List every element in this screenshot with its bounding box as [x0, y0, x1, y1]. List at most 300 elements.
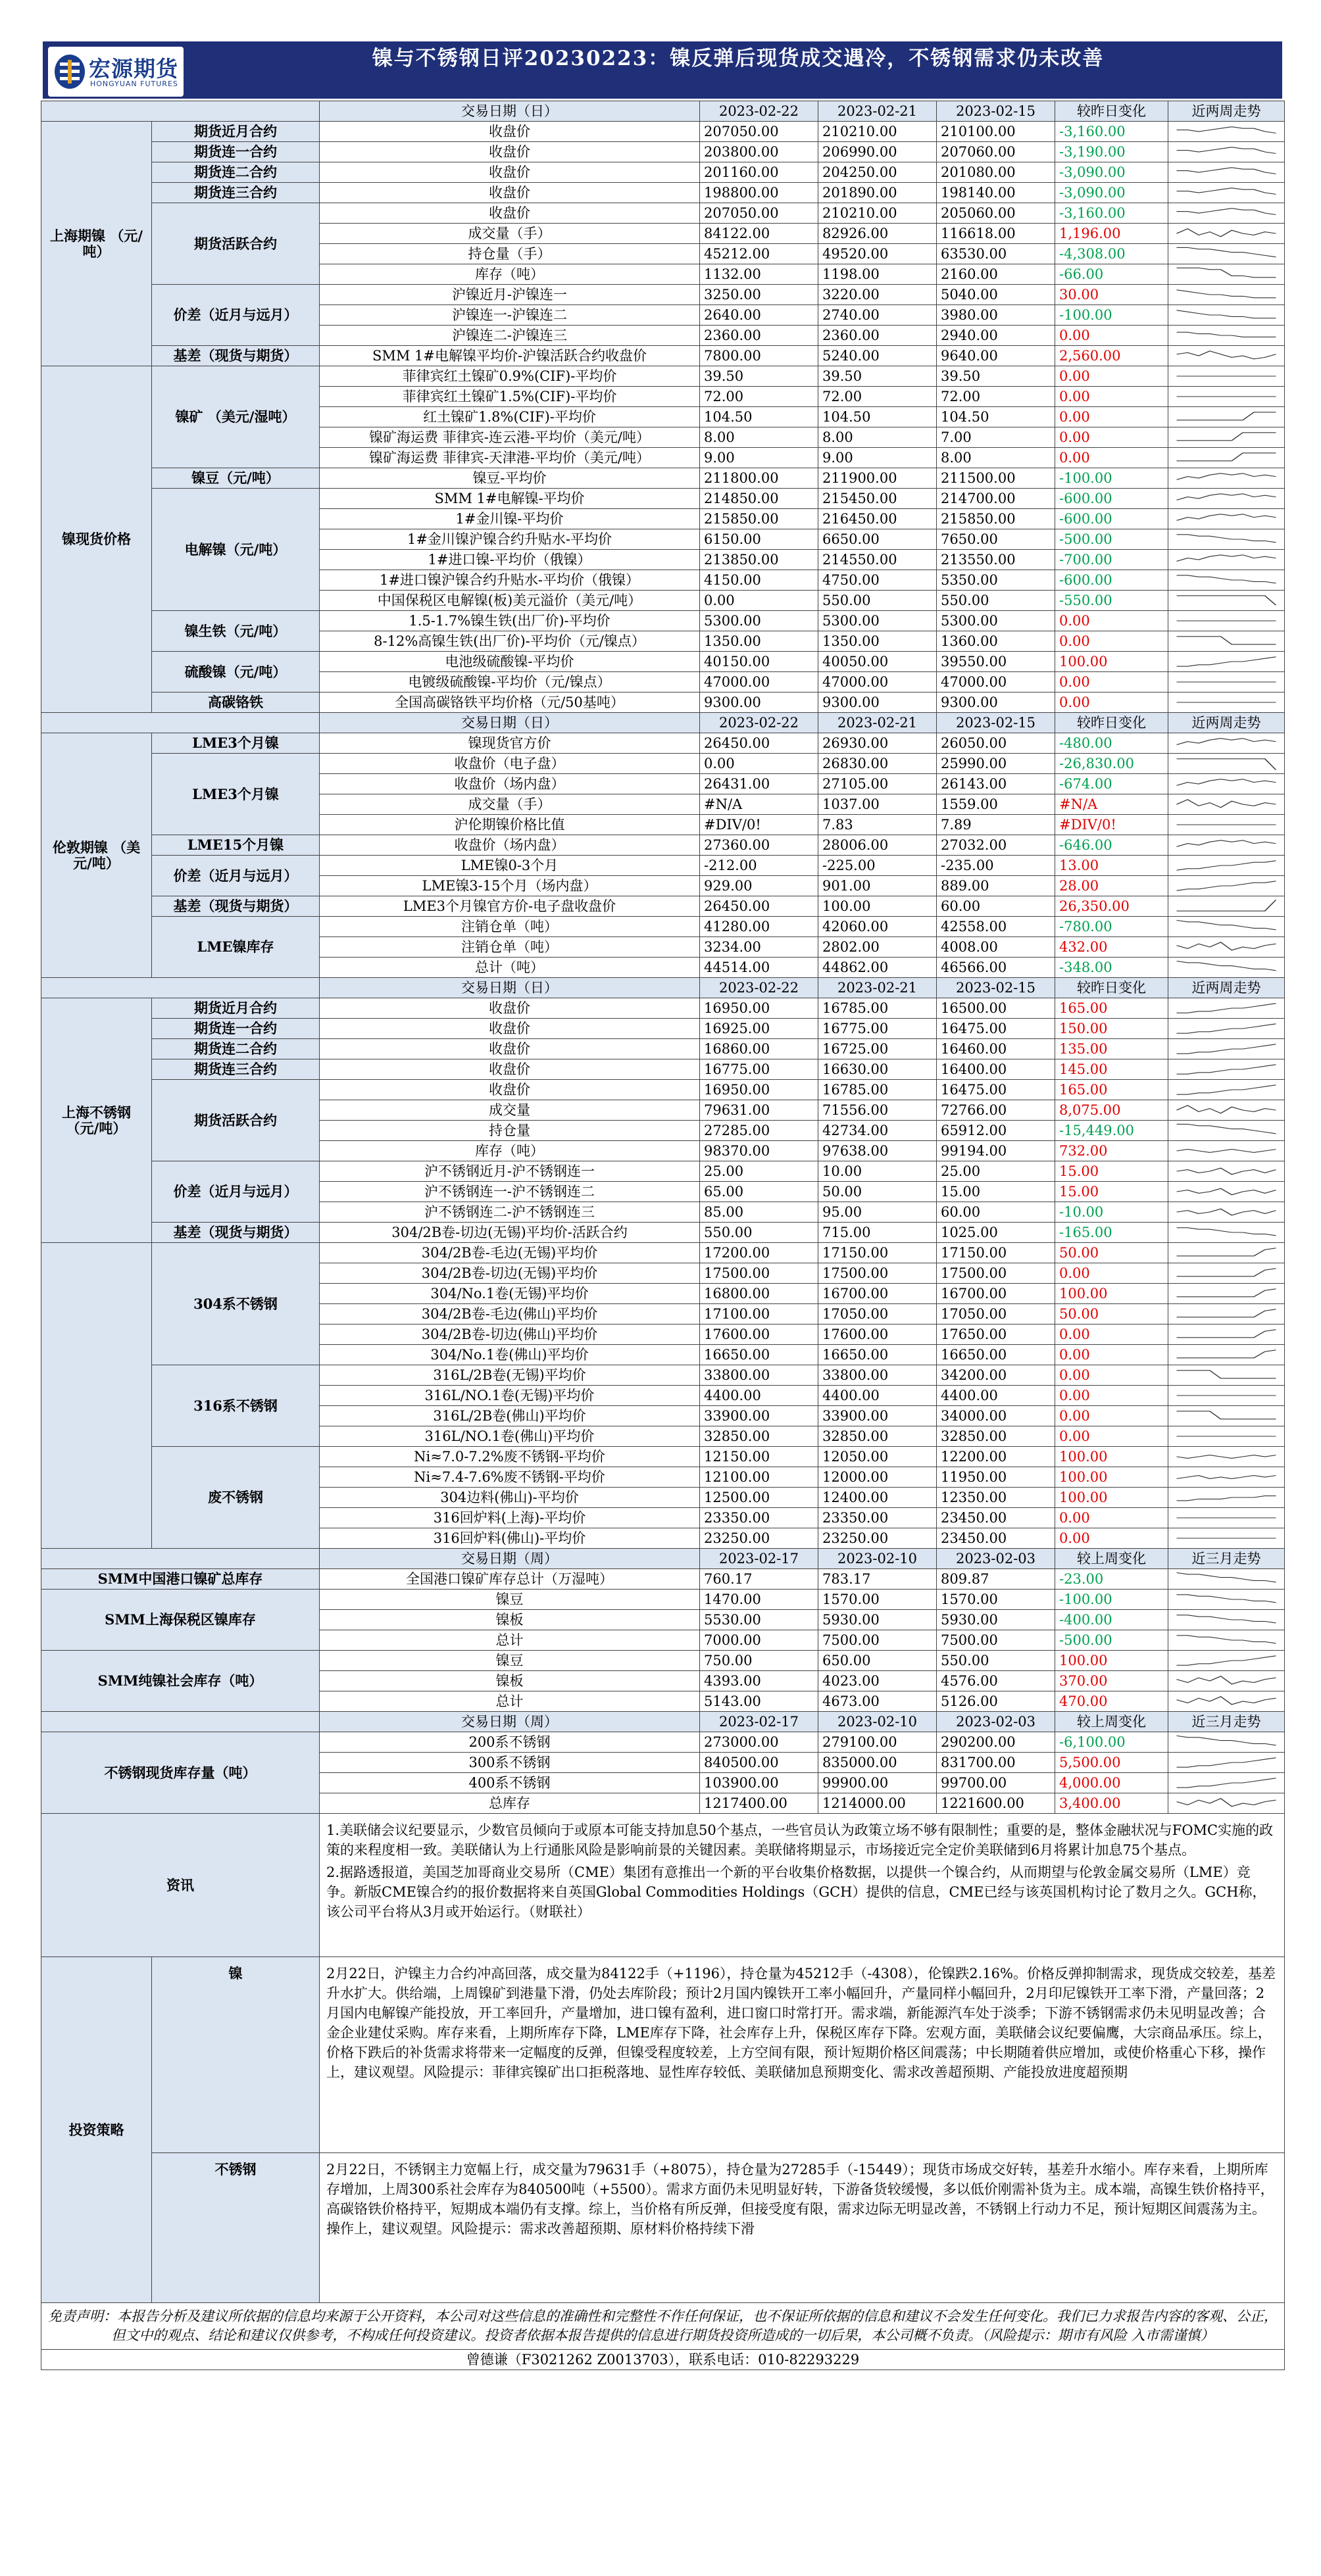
trend-sparkline [1168, 815, 1285, 835]
header-change: 较昨日变化 [1055, 978, 1168, 998]
sparkline-chart [1172, 836, 1280, 854]
item-label: 304/2B卷-切边(无锡)平均价-活跃合约 [320, 1223, 700, 1243]
value-2: 4673.00 [818, 1691, 937, 1712]
change-value: 0.00 [1055, 611, 1168, 631]
item-label: 注销仓单（吨） [320, 917, 700, 937]
subgroup-label: 价差（近月与远月） [152, 285, 320, 346]
sparkline-line [1177, 1248, 1276, 1256]
value-2: 47000.00 [818, 672, 937, 693]
item-label: 沪不锈钢连二-沪不锈钢连三 [320, 1202, 700, 1223]
header-date-1: 2023-02-22 [700, 713, 818, 733]
change-value: 100.00 [1055, 1651, 1168, 1671]
subgroup-label: 不锈钢现货库存量（吨） [41, 1732, 320, 1814]
subgroup-label: 期货连二合约 [152, 1039, 320, 1059]
value-1: #DIV/0! [700, 815, 818, 835]
value-1: 17100.00 [700, 1304, 818, 1324]
item-label: 沪不锈钢连一-沪不锈钢连二 [320, 1182, 700, 1202]
header-blank [41, 713, 320, 733]
sparkline-line [1177, 657, 1276, 666]
change-value: -6,100.00 [1055, 1732, 1168, 1753]
value-3: 99700.00 [937, 1773, 1055, 1793]
item-label: 316L/2B卷(佛山)平均价 [320, 1406, 700, 1426]
sparkline-chart [1172, 122, 1280, 141]
value-1: 16925.00 [700, 1019, 818, 1039]
change-value: -400.00 [1055, 1610, 1168, 1630]
value-1: 211800.00 [700, 468, 818, 489]
table-row [41, 835, 1285, 856]
sparkline-chart [1172, 1590, 1280, 1609]
sparkline-chart [1172, 550, 1280, 569]
change-value: 0.00 [1055, 672, 1168, 693]
trend-sparkline [1168, 305, 1285, 326]
item-label: 全国高碳铬铁平均价格（元/50基吨） [320, 693, 700, 713]
value-1: 98370.00 [700, 1141, 818, 1161]
sparkline-chart [1172, 1305, 1280, 1323]
value-3: 7.00 [937, 427, 1055, 448]
value-3: -235.00 [937, 856, 1055, 876]
value-2: 9300.00 [818, 693, 937, 713]
change-value: 432.00 [1055, 937, 1168, 958]
sparkline-line [1177, 247, 1276, 256]
sparkline-chart [1172, 367, 1280, 385]
value-1: 26431.00 [700, 774, 818, 794]
change-value: -550.00 [1055, 591, 1168, 611]
value-1: 17200.00 [700, 1243, 818, 1263]
item-label: LME镍3-15个月（场内盘） [320, 876, 700, 896]
value-2: 16785.00 [818, 1080, 937, 1100]
item-label: SMM 1#电解镍平均价-沪镍活跃合约收盘价 [320, 346, 700, 366]
sparkline-chart [1172, 877, 1280, 895]
header-change: 较昨日变化 [1055, 101, 1168, 122]
value-2: 26830.00 [818, 754, 937, 774]
value-1: 9300.00 [700, 693, 818, 713]
sparkline-chart [1172, 1468, 1280, 1486]
trend-sparkline [1168, 224, 1285, 244]
value-1: 39.50 [700, 366, 818, 387]
item-label: 收盘价（场内盘） [320, 774, 700, 794]
value-1: 40150.00 [700, 652, 818, 672]
trend-sparkline [1168, 1365, 1285, 1386]
change-value: -26,830.00 [1055, 754, 1168, 774]
sparkline-chart [1172, 1060, 1280, 1079]
item-label: 沪不锈钢近月-沪不锈钢连一 [320, 1161, 700, 1182]
subgroup-label: LME3个月镍 [152, 754, 320, 835]
header-trend: 近两周走势 [1168, 101, 1285, 122]
item-label: 收盘价（场内盘） [320, 835, 700, 856]
trend-sparkline [1168, 1304, 1285, 1324]
value-1: 12150.00 [700, 1447, 818, 1467]
sparkline-line [1177, 1656, 1276, 1665]
header-trend: 近三月走势 [1168, 1712, 1285, 1732]
change-value: 15.00 [1055, 1161, 1168, 1182]
header-date-1: 2023-02-17 [700, 1712, 818, 1732]
subgroup-label: LME镍库存 [152, 917, 320, 978]
table-row [41, 1651, 1285, 1671]
sparkline-line [1177, 453, 1276, 461]
table-row [41, 652, 1285, 672]
change-value: -600.00 [1055, 570, 1168, 591]
strategy-stainless-label: 不锈钢 [152, 2153, 320, 2303]
header-blank [41, 1712, 320, 1732]
table-row [41, 122, 1285, 142]
subgroup-label: 期货活跃合约 [152, 203, 320, 285]
trend-sparkline [1168, 1508, 1285, 1528]
trend-sparkline [1168, 244, 1285, 264]
sparkline-line [1177, 1676, 1276, 1684]
item-label: 收盘价 [320, 203, 700, 224]
value-1: 26450.00 [700, 733, 818, 754]
value-2: 210210.00 [818, 122, 937, 142]
value-2: 16775.00 [818, 1019, 937, 1039]
strategy-row-stainless [41, 2153, 1285, 2303]
trend-sparkline [1168, 1182, 1285, 1202]
change-value: 0.00 [1055, 1426, 1168, 1447]
value-1: 3250.00 [700, 285, 818, 305]
trend-sparkline [1168, 1630, 1285, 1651]
table-row [41, 693, 1285, 713]
item-label: 1#进口镍-平均价（俄镍） [320, 550, 700, 570]
item-label: 镍矿海运费 菲律宾-天津港-平均价（美元/吨） [320, 448, 700, 468]
value-2: 16650.00 [818, 1345, 937, 1365]
value-3: 550.00 [937, 591, 1055, 611]
trend-sparkline [1168, 1223, 1285, 1243]
value-2: 550.00 [818, 591, 937, 611]
value-3: 23450.00 [937, 1528, 1055, 1549]
header-trend: 近三月走势 [1168, 1549, 1285, 1569]
item-label: 持仓量 [320, 1121, 700, 1141]
table-row [41, 917, 1285, 937]
news-label: 资讯 [41, 1814, 320, 1957]
value-3: 1570.00 [937, 1590, 1055, 1610]
value-3: 5930.00 [937, 1610, 1055, 1630]
item-label: 全国港口镍矿库存总计（万湿吨） [320, 1569, 700, 1590]
sparkline-line [1177, 800, 1276, 808]
value-3: 60.00 [937, 1202, 1055, 1223]
item-label: 1.5-1.7%镍生铁(出厂价)-平均价 [320, 611, 700, 631]
value-1: 4150.00 [700, 570, 818, 591]
strategy-stainless-text: 2月22日，不锈钢主力宽幅上行，成交量为79631手（+8075），持仓量为27285手（-15449）；现货市场成交好转，基差升水缩小。库存来看，上期所库存增加，上周300系社会库存为840500吨（+5500）。需求方面仍未见明显好转，下游备货较缓慢，多以低价刚需补货为主。成本端，高镍生铁价格持平，高碳铬铁价格持平，短期成本端仍有支撑。综上，当价格有所反弹，但接受度有限，需求边际无明显改善，不锈钢上行动力不足，预计短期区间震荡为主。操作上，建议观望。风险提示：需求改善超预期、原材料价格持续下滑 [320, 2153, 1285, 2303]
item-label: 400系不锈钢 [320, 1773, 700, 1793]
trend-sparkline [1168, 937, 1285, 958]
change-value: -500.00 [1055, 1630, 1168, 1651]
subgroup-label: 期货连一合约 [152, 142, 320, 162]
trend-sparkline [1168, 1100, 1285, 1121]
value-3: 116618.00 [937, 224, 1055, 244]
item-label: 304边料(佛山)-平均价 [320, 1488, 700, 1508]
change-value: 4,000.00 [1055, 1773, 1168, 1793]
value-1: 17600.00 [700, 1324, 818, 1345]
trend-sparkline [1168, 856, 1285, 876]
value-3: 12200.00 [937, 1447, 1055, 1467]
value-2: 28006.00 [818, 835, 937, 856]
value-1: 33900.00 [700, 1406, 818, 1426]
subgroup-label: SMM纯镍社会库存（吨） [41, 1651, 320, 1712]
item-label: 200系不锈钢 [320, 1732, 700, 1753]
item-label: 收盘价 [320, 998, 700, 1019]
item-label: 304/2B卷-切边(佛山)平均价 [320, 1324, 700, 1345]
value-3: 16460.00 [937, 1039, 1055, 1059]
header-date-3: 2023-02-15 [937, 713, 1055, 733]
subgroup-label: SMM中国港口镍矿总库存 [41, 1569, 320, 1590]
value-1: 103900.00 [700, 1773, 818, 1793]
sparkline-chart [1172, 1753, 1280, 1772]
sparkline-line [1177, 1371, 1276, 1378]
table-row [41, 754, 1285, 774]
brand-name-en: HONGYUAN FUTURES [90, 80, 178, 88]
trend-sparkline [1168, 122, 1285, 142]
item-label: 总计 [320, 1691, 700, 1712]
sparkline-line [1177, 1150, 1276, 1153]
trend-sparkline [1168, 509, 1285, 529]
sparkline-line [1177, 1188, 1276, 1195]
value-3: 1221600.00 [937, 1793, 1055, 1814]
sparkline-chart [1172, 958, 1280, 977]
value-1: 44514.00 [700, 958, 818, 978]
change-value: 470.00 [1055, 1691, 1168, 1712]
value-2: 7.83 [818, 815, 937, 835]
change-value: -100.00 [1055, 1590, 1168, 1610]
item-label: 菲律宾红土镍矿0.9%(CIF)-平均价 [320, 366, 700, 387]
sparkline-chart [1172, 1223, 1280, 1242]
trend-sparkline [1168, 1059, 1285, 1080]
value-2: 204250.00 [818, 162, 937, 183]
table-header-row [41, 1712, 1285, 1732]
value-2: 211900.00 [818, 468, 937, 489]
trend-sparkline [1168, 366, 1285, 387]
sparkline-chart [1172, 673, 1280, 691]
table-row [41, 733, 1285, 754]
value-2: 715.00 [818, 1223, 937, 1243]
item-label: 收盘价 [320, 1059, 700, 1080]
table-row [41, 1447, 1285, 1467]
value-3: 11950.00 [937, 1467, 1055, 1488]
strategy-nickel-text: 2月22日，沪镍主力合约冲高回落，成交量为84122手（+1196），持仓量为45212手（-4308），伦镍跌2.16%。价格反弹抑制需求，现货成交较差，基差升水扩大。供给端，上周镍矿到港量下滑，仍处去库阶段；预计2月国内镍铁开工率小幅回升，产量同样小幅回升，2月印尼镍铁开工率下滑，产量回落；2月国内电解镍产能投放，开工率回升，产量增加，进口镍有盈利，进口窗口时常打开。需求端，新能源汽车处于淡季；下游不锈钢需求仍未见明显改善；合金企业建仗采购。库存来看，上期所库存下降，LME库存下降，社会库存上升，保税区库存下降。宏观方面，美联储会议纪要偏鹰，大宗商品承压。综上，价格下跌后的补货需求将带来一定幅度的反弹，但镍受程度较差，上方空间有限，预计短期价格区间震荡；中长期随着供应增加，或使价格重心下移，操作上，建议观望。风险提示：菲律宾镍矿出口拒税落地、显性库存较低、美联储加息预期变化、需求改善超预期、产能投放进度超预期 [320, 1957, 1285, 2153]
table-row [41, 1039, 1285, 1059]
item-label: 成交量（手） [320, 224, 700, 244]
strategy-row-nickel [41, 1957, 1285, 2153]
trend-sparkline [1168, 998, 1285, 1019]
value-3: 15.00 [937, 1182, 1055, 1202]
value-2: 32850.00 [818, 1426, 937, 1447]
item-label: 300系不锈钢 [320, 1753, 700, 1773]
sparkline-line [1177, 555, 1276, 562]
value-3: 34000.00 [937, 1406, 1055, 1426]
change-value: 0.00 [1055, 1345, 1168, 1365]
change-value: 0.00 [1055, 366, 1168, 387]
sparkline-chart [1172, 1121, 1280, 1140]
sparkline-chart [1172, 1529, 1280, 1547]
item-label: 收盘价 [320, 1019, 700, 1039]
change-value: #DIV/0! [1055, 815, 1168, 835]
trend-sparkline [1168, 794, 1285, 815]
news-paragraph-2: 2.据路透报道，美国芝加哥商业交易所（CME）集团有意推出一个新的平台收集价格数据，以提供一个镍合约，从而期望与伦敦金属交易所（LME）竞争。新版CME镍合约的报价数据将来自英国Global Commodities Holdings（GCH）提供的信息，CME已经与该英国机构讨论了数月之久。GCH称，该公司平台将从3月或开始运行。（财联社） [326, 1864, 1266, 1920]
value-1: 16775.00 [700, 1059, 818, 1080]
value-2: 4400.00 [818, 1386, 937, 1406]
change-value: 13.00 [1055, 856, 1168, 876]
value-3: 26050.00 [937, 733, 1055, 754]
sparkline-chart [1172, 428, 1280, 447]
sparkline-chart [1172, 449, 1280, 467]
value-3: 72.00 [937, 387, 1055, 407]
value-2: 26930.00 [818, 733, 937, 754]
table-row [41, 1080, 1285, 1100]
value-3: 34200.00 [937, 1365, 1055, 1386]
item-label: 1#金川镍沪镍合约升贴水-平均价 [320, 529, 700, 550]
sparkline-chart [1172, 1447, 1280, 1466]
change-value: 0.00 [1055, 1386, 1168, 1406]
value-1: 750.00 [700, 1651, 818, 1671]
value-2: -225.00 [818, 856, 937, 876]
trend-sparkline [1168, 1610, 1285, 1630]
value-3: 27032.00 [937, 835, 1055, 856]
trend-sparkline [1168, 1141, 1285, 1161]
sparkline-line [1177, 881, 1276, 890]
change-value: 5,500.00 [1055, 1753, 1168, 1773]
sparkline-chart [1172, 1162, 1280, 1180]
change-value: -3,090.00 [1055, 183, 1168, 203]
trend-sparkline [1168, 1793, 1285, 1814]
header-date-1: 2023-02-22 [700, 978, 818, 998]
value-2: 104.50 [818, 407, 937, 427]
value-2: 17150.00 [818, 1243, 937, 1263]
header-change: 较上周变化 [1055, 1712, 1168, 1732]
value-1: -212.00 [700, 856, 818, 876]
value-3: 26143.00 [937, 774, 1055, 794]
value-2: 23250.00 [818, 1528, 937, 1549]
sparkline-chart [1172, 1651, 1280, 1670]
value-2: 17500.00 [818, 1263, 937, 1284]
sparkline-chart [1172, 163, 1280, 182]
sparkline-chart [1172, 530, 1280, 548]
value-2: 2802.00 [818, 937, 937, 958]
table-row [41, 1019, 1285, 1039]
value-3: 2940.00 [937, 326, 1055, 346]
item-label: 316回炉料(上海)-平均价 [320, 1508, 700, 1528]
value-1: 198800.00 [700, 183, 818, 203]
item-label: 收盘价 [320, 122, 700, 142]
item-label: Ni≈7.4-7.6%废不锈钢-平均价 [320, 1467, 700, 1488]
value-3: 9300.00 [937, 693, 1055, 713]
sparkline-line [1177, 433, 1276, 441]
sparkline-line [1177, 1778, 1276, 1787]
value-2: 4750.00 [818, 570, 937, 591]
table-row [41, 489, 1285, 509]
table-row [41, 285, 1285, 305]
value-1: 2360.00 [700, 326, 818, 346]
sparkline-chart [1172, 693, 1280, 712]
value-2: 12050.00 [818, 1447, 937, 1467]
value-3: 205060.00 [937, 203, 1055, 224]
change-value: 0.00 [1055, 387, 1168, 407]
item-label: 沪伦期镍价格比值 [320, 815, 700, 835]
header-blank [41, 101, 320, 122]
item-label: 收盘价 [320, 162, 700, 183]
trend-sparkline [1168, 1426, 1285, 1447]
sparkline-chart [1172, 1081, 1280, 1099]
value-2: 10.00 [818, 1161, 937, 1182]
change-value: 15.00 [1055, 1182, 1168, 1202]
sparkline-line [1177, 188, 1276, 195]
change-value: 0.00 [1055, 407, 1168, 427]
item-label: 304/No.1卷(佛山)平均价 [320, 1345, 700, 1365]
trend-sparkline [1168, 1651, 1285, 1671]
signature-row [41, 2350, 1285, 2370]
value-2: 16700.00 [818, 1284, 937, 1304]
analyst-signature: 曾德谦（F3021262 Z0013703），联系电话：010-82293229 [41, 2350, 1285, 2370]
subgroup-label: 期货连三合约 [152, 1059, 320, 1080]
trend-sparkline [1168, 448, 1285, 468]
value-2: 100.00 [818, 896, 937, 917]
subgroup-label: 期货近月合约 [152, 998, 320, 1019]
sparkline-chart [1172, 815, 1280, 834]
value-3: 2160.00 [937, 264, 1055, 285]
sparkline-line [1177, 147, 1276, 154]
news-paragraph-1: 1.美联储会议纪要显示，少数官员倾向于或原本可能支持加息50个基点，一些官员认为政策立场不够有限制性；重要的是，整体金融状况与FOMC实施的政策的来程度相一致。美联储认为上行通胀风险是影响前景的关键因素。美联储将期显示，市场接近完全定价美联储到6月将累计加息75个基点。 [326, 1822, 1274, 1858]
subgroup-label: 期货连二合约 [152, 162, 320, 183]
sparkline-line [1177, 1758, 1276, 1767]
item-label: LME3个月镍官方价-电子盘收盘价 [320, 896, 700, 917]
value-3: 39550.00 [937, 652, 1055, 672]
trend-sparkline [1168, 1386, 1285, 1406]
trend-sparkline [1168, 1732, 1285, 1753]
sparkline-chart [1172, 1019, 1280, 1038]
value-3: 65912.00 [937, 1121, 1055, 1141]
sparkline-line [1177, 229, 1276, 237]
value-2: 1350.00 [818, 631, 937, 652]
subgroup-label: 基差（现货与期货） [152, 346, 320, 366]
trend-sparkline [1168, 896, 1285, 917]
value-2: 40050.00 [818, 652, 937, 672]
item-label: 镍现货官方价 [320, 733, 700, 754]
trend-sparkline [1168, 1039, 1285, 1059]
trend-sparkline [1168, 285, 1285, 305]
table-row [41, 998, 1285, 1019]
trend-sparkline [1168, 346, 1285, 366]
item-label: 菲律宾红土镍矿1.5%(CIF)-平均价 [320, 387, 700, 407]
table-header-row [41, 978, 1285, 998]
sparkline-line [1177, 920, 1276, 929]
sparkline-chart [1172, 224, 1280, 243]
header-trade-date: 交易日期（周） [320, 1549, 700, 1569]
sparkline-line [1177, 1004, 1276, 1013]
trend-sparkline [1168, 672, 1285, 693]
value-1: 16950.00 [700, 998, 818, 1019]
change-value: 0.00 [1055, 1263, 1168, 1284]
subgroup-label: 期货连三合约 [152, 183, 320, 203]
table-row [41, 1161, 1285, 1182]
trend-sparkline [1168, 142, 1285, 162]
sparkline-chart [1172, 408, 1280, 426]
value-1: 214850.00 [700, 489, 818, 509]
value-2: 835000.00 [818, 1753, 937, 1773]
sparkline-line [1177, 535, 1276, 543]
trend-sparkline [1168, 1345, 1285, 1365]
value-1: 8.00 [700, 427, 818, 448]
sparkline-line [1177, 840, 1276, 847]
sparkline-line [1177, 1168, 1276, 1175]
header-date-1: 2023-02-17 [700, 1549, 818, 1569]
trend-sparkline [1168, 1202, 1285, 1223]
item-label: 成交量（手） [320, 794, 700, 815]
trend-sparkline [1168, 1590, 1285, 1610]
value-2: 650.00 [818, 1651, 937, 1671]
value-3: 3980.00 [937, 305, 1055, 326]
change-value: 0.00 [1055, 1365, 1168, 1386]
value-3: 16475.00 [937, 1019, 1055, 1039]
value-2: 12400.00 [818, 1488, 937, 1508]
trend-sparkline [1168, 570, 1285, 591]
trend-sparkline [1168, 387, 1285, 407]
